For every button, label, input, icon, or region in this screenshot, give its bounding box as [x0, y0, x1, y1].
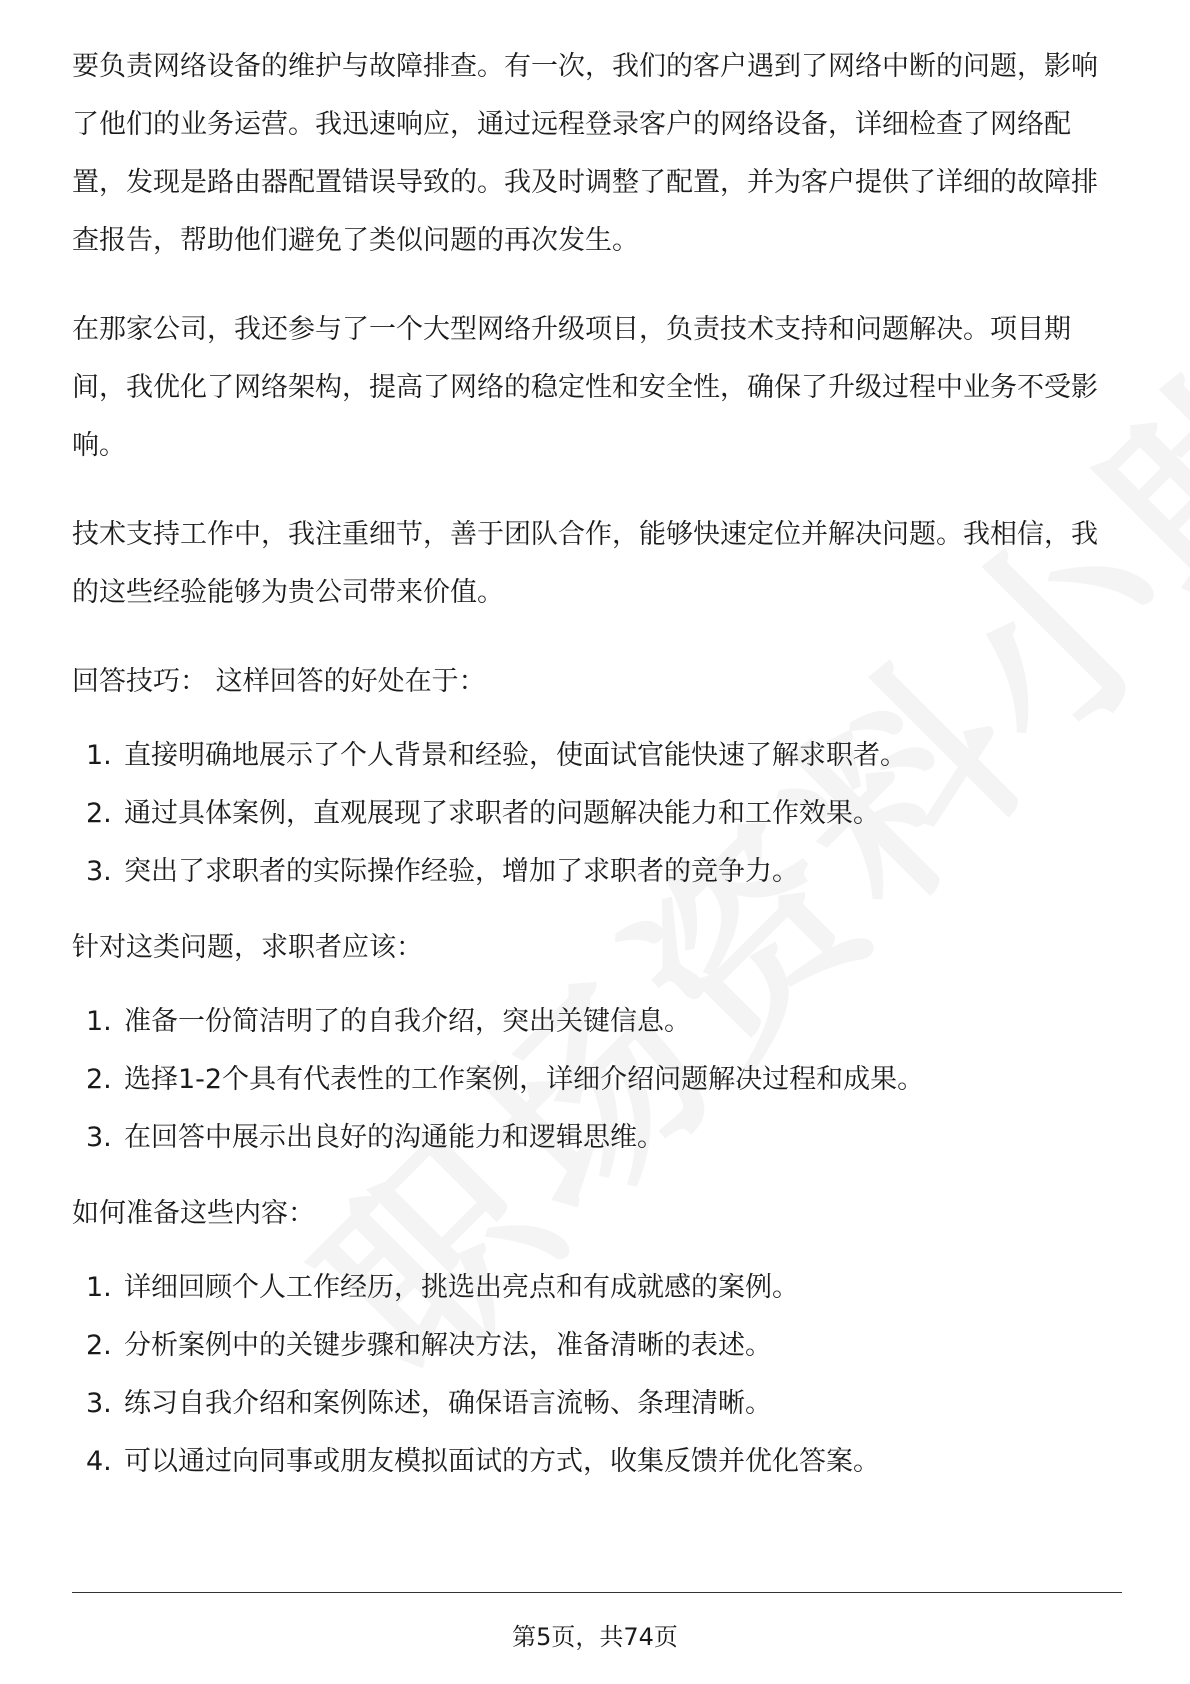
list-item: 2. 选择1-2个具有代表性的工作案例，详细介绍问题解决过程和成果。: [86, 1064, 925, 1095]
list-item: 3. 练习自我介绍和案例陈述，确保语言流畅、条理清晰。: [86, 1388, 772, 1419]
paragraph-network-maintenance: 要负责网络设备的维护与故障排查。有一次，我们的客户遇到了网络中断的问题，影响了他们的业务运营。我迅速响应，通过远程登录客户的网络设备，详细检查了网络配置，发现是路由器配置错误导致的。我及时调整了配置，并为客户提供了详细的故障排查报告，帮助他们避免了类似问题的再次发生。: [72, 51, 1098, 256]
should-list: [72, 993, 1122, 1167]
should-heading: 针对这类问题，求职者应该：: [72, 932, 423, 963]
page-number: 第5页，共74页: [512, 1623, 678, 1651]
list-item: 4. 可以通过向同事或朋友模拟面试的方式，收集反馈并优化答案。: [86, 1446, 880, 1477]
footer-divider: [72, 1592, 1122, 1593]
list-item: 1. 详细回顾个人工作经历，挑选出亮点和有成就感的案例。: [86, 1272, 799, 1303]
paragraph-summary: 技术支持工作中，我注重细节，善于团队合作，能够快速定位并解决问题。我相信，我的这些经验能够为贵公司带来价值。: [72, 519, 1098, 608]
tips-list: [72, 727, 1122, 901]
list-item: 2. 分析案例中的关键步骤和解决方法，准备清晰的表述。: [86, 1330, 772, 1361]
tips-heading: 回答技巧： 这样回答的好处在于：: [72, 666, 486, 697]
list-item: 3. 在回答中展示出良好的沟通能力和逻辑思维。: [86, 1122, 664, 1153]
list-item: 1. 准备一份简洁明了的自我介绍，突出关键信息。: [86, 1006, 691, 1037]
document-body: [72, 38, 1122, 1491]
list-item: 1. 直接明确地展示了个人背景和经验，使面试官能快速了解求职者。: [86, 740, 907, 771]
paragraph-upgrade-project: 在那家公司，我还参与了一个大型网络升级项目，负责技术支持和问题解决。项目期间，我优化了网络架构，提高了网络的稳定性和安全性，确保了升级过程中业务不受影响。: [72, 314, 1098, 461]
prepare-list: [72, 1259, 1122, 1491]
prepare-heading: 如何准备这些内容：: [72, 1198, 315, 1229]
list-item: 3. 突出了求职者的实际操作经验，增加了求职者的竞争力。: [86, 856, 799, 887]
list-item: 2. 通过具体案例，直观展现了求职者的问题解决能力和工作效果。: [86, 798, 880, 829]
